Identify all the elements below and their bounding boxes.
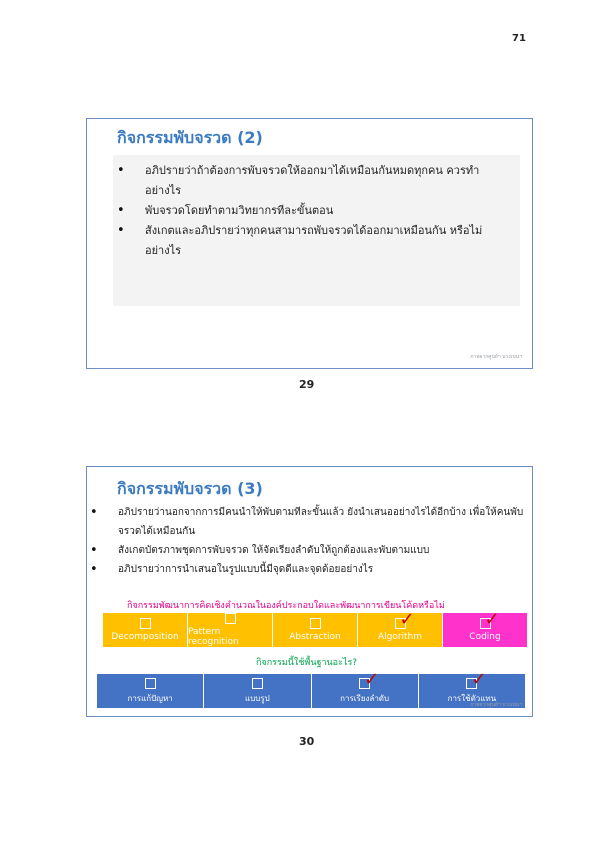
card-item	[443, 609, 527, 647]
check-mark-icon: ✓	[364, 668, 380, 690]
card-item	[312, 668, 419, 708]
list-item: • อภิปรายว่าการนำเสนอในรูปแบบนี้มีจุดดีและจุดด้อยอย่างไร	[90, 562, 374, 577]
check-mark-icon: ✓	[399, 609, 415, 630]
question-computational-thinking: กิจกรรมพัฒนาการคิดเชิงคำนวณในองค์ประกอบใดและพัฒนาการเขียนโค้ดหรือไม่	[127, 601, 445, 611]
list-item: • สังเกตบัตรภาพชุดการพับจรวด ให้จัดเรียงลำดับให้ถูกต้องและพับตามแบบ	[90, 543, 430, 558]
computational-thinking-cards	[103, 609, 527, 647]
foundation-cards	[97, 668, 525, 708]
card-label: Decomposition	[111, 632, 179, 642]
checkbox-icon[interactable]	[225, 613, 236, 624]
bullet-icon: •	[117, 203, 125, 218]
question-foundation: กิจกรรมนี้ใช้พื้นฐานอะไร?	[256, 658, 358, 668]
slide-caption-number: 29	[299, 378, 315, 391]
bullet-list	[90, 503, 528, 579]
slide-caption-number: 30	[299, 735, 315, 748]
list-item: • สังเกตและอภิปรายว่าทุกคนสามารถพับจรวดได้ออกมาเหมือนกัน หรือไม่ อย่างไร	[117, 223, 483, 257]
check-mark-icon: ✓	[484, 609, 500, 630]
card-label: การแก้ปัญหา	[127, 693, 173, 703]
list-item: • พับจรวดโดยทำตามวิทยากรทีละขั้นตอน	[117, 201, 507, 221]
page-number: 71	[512, 33, 526, 44]
bullet-icon: •	[90, 505, 98, 520]
card-label: Coding	[469, 632, 501, 642]
card-label: การเรียงลำดับ	[340, 693, 390, 703]
slide-30	[86, 466, 533, 717]
check-mark-icon: ✓	[471, 668, 487, 690]
slide-29	[86, 118, 533, 369]
slide-title: กิจกรรมพับจรวด (3)	[117, 479, 263, 498]
checkbox-icon[interactable]	[395, 609, 415, 630]
checkbox-icon[interactable]	[480, 609, 500, 630]
checkbox-icon[interactable]	[310, 618, 321, 629]
card-item	[97, 674, 204, 708]
card-label: Pattern recognition	[188, 627, 239, 647]
bullet-list	[117, 161, 507, 261]
card-item	[204, 674, 311, 708]
card-item	[103, 613, 188, 647]
bullet-icon: •	[117, 223, 125, 238]
list-item: • อภิปรายว่านอกจากการมีคนนำให้พับตามทีละขั้นแล้ว ยังนำเสนออย่างไรได้อีกบ้าง เพื่อให้คนพับจรวดได้เหมือนกัน	[90, 505, 524, 537]
card-item	[358, 609, 443, 647]
checkbox-icon[interactable]	[252, 678, 263, 689]
checkbox-icon[interactable]	[359, 668, 380, 690]
bullet-icon: •	[90, 562, 98, 577]
list-item: • อภิปรายว่าถ้าต้องการพับจรวดให้ออกมาได้เหมือนกันหมดทุกคน ควรทำอย่างไร	[117, 163, 480, 197]
card-label: แบบรูป	[245, 693, 270, 703]
card-item	[188, 613, 273, 647]
slide-title: กิจกรรมพับจรวด (2)	[117, 128, 263, 147]
checkbox-icon[interactable]	[140, 618, 151, 629]
card-label: Algorithm	[377, 632, 423, 642]
card-label: การใช้ตัวแทน	[447, 693, 497, 703]
image-credit: ภาพจากศูนย์ฯ บางเขนฯ	[470, 354, 522, 360]
bullet-icon: •	[117, 163, 125, 178]
card-item	[273, 613, 358, 647]
checkbox-icon[interactable]	[145, 678, 156, 689]
image-credit: ภาพจากศูนย์ฯ บางเขนฯ	[470, 702, 522, 708]
checkbox-icon[interactable]	[466, 668, 487, 690]
card-label: Abstraction	[289, 632, 341, 642]
bullet-icon: •	[90, 543, 98, 558]
